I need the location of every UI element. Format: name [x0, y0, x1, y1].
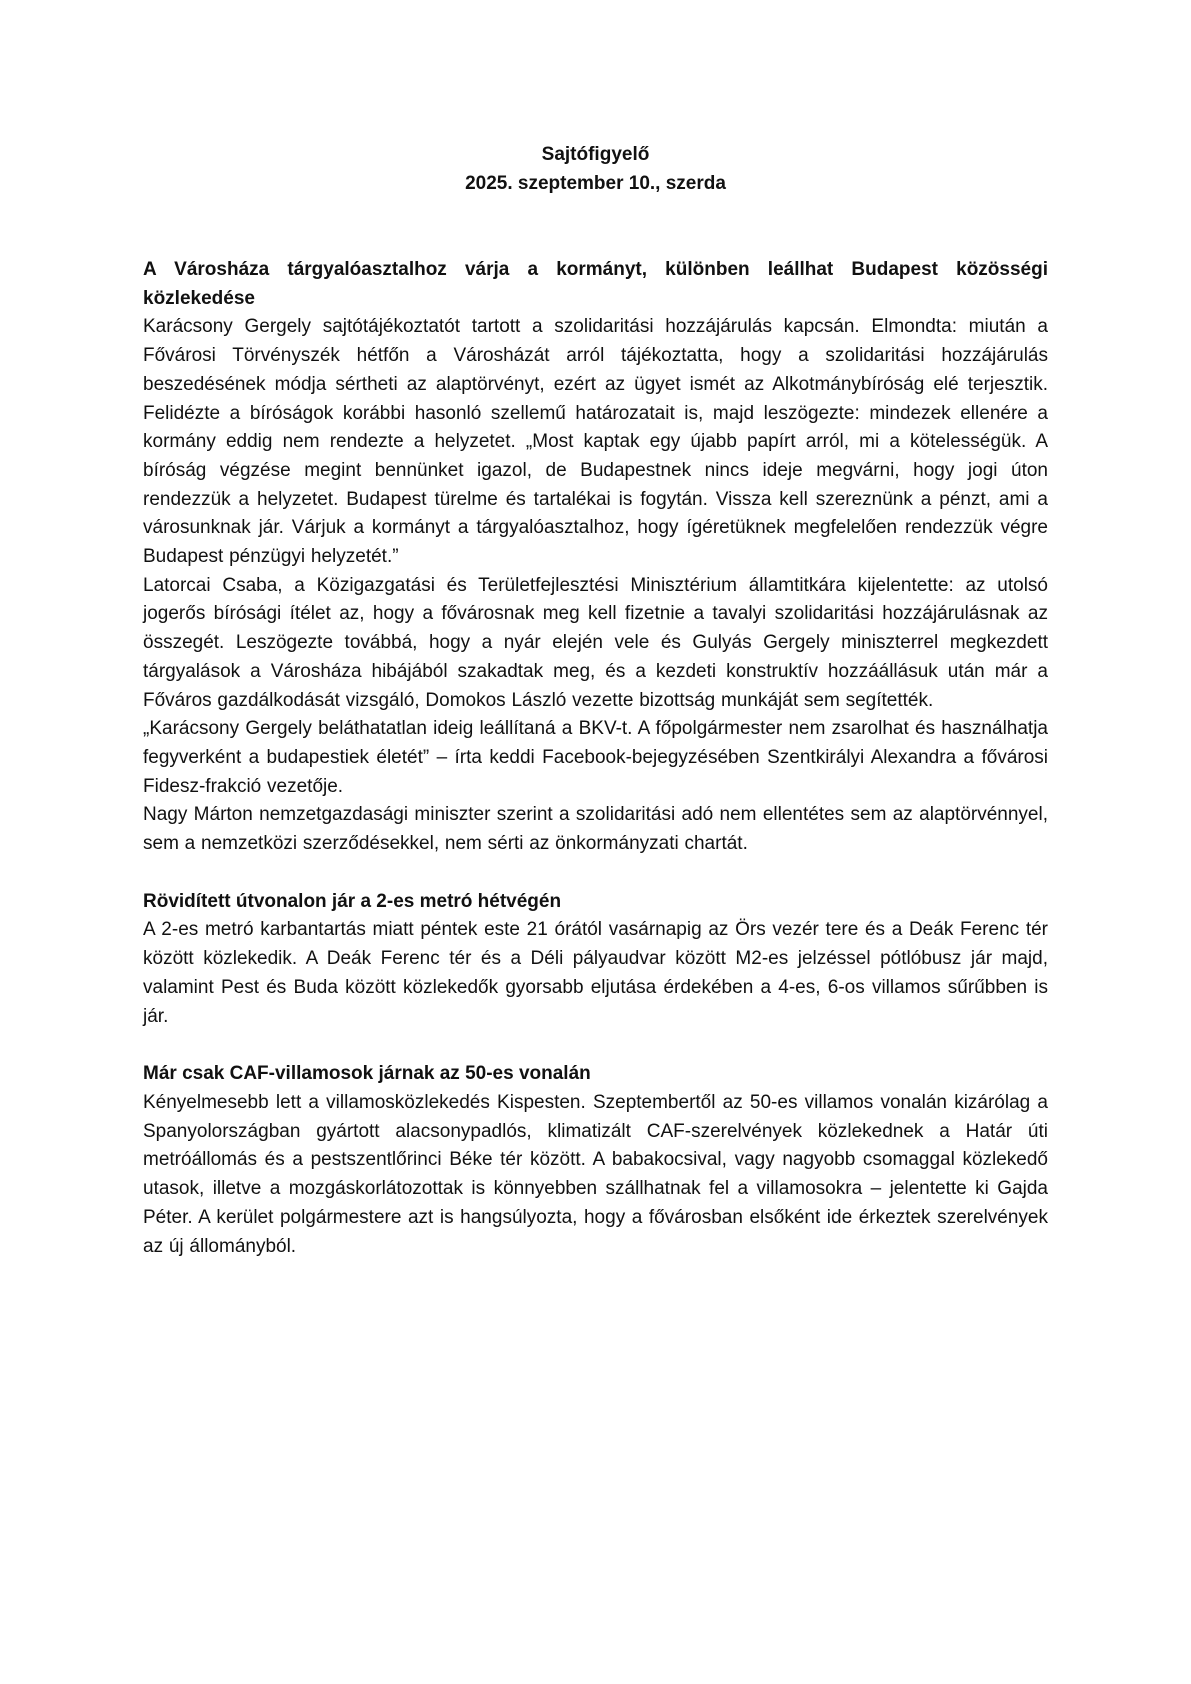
article-paragraph: „Karácsony Gergely beláthatatlan ideig leállítaná a BKV-t. A főpolgármester nem zsarolhat és használhatja fegyverként a budapestiek életét” – írta keddi Facebook-bejegyzésében Szentkirályi Alexandra a fővárosi Fidesz-frakció vezetője.	[143, 718, 1048, 797]
article-title: Már csak CAF-villamosok járnak az 50-es vonalán	[143, 1063, 591, 1085]
article-paragraph: Karácsony Gergely sajtótájékoztatót tartott a szolidaritási hozzájárulás kapcsán. Elmondta: miután a Fővárosi Törvényszék hétfőn a Városházát arról tájékoztatta, hogy a szolidaritási hozzájárulás beszedésének módja sértheti az alaptörvényt, ezért az ügyet ismét az Alkotmánybíróság elé terjesztik. Felidézte a bíróságok korábbi hasonló szellemű határozatait is, majd leszögezte: mindezek ellenére a kormány eddig nem rendezte a helyzetet. „Most kaptak egy újabb papírt arról, mi a kötelességük. A bíróság végzése megint bennünket igazol, de Budapestnek nincs ideje megvárni, hogy jogi úton rendezzük a helyzetet. Budapest türelme és tartalékai is fogytán. Vissza kell szereznünk a pénzt, ami a városunknak jár. Várjuk a kormányt a tárgyalóasztalhoz, hogy ígéretüknek megfelelően rendezzük végre Budapest pénzügyi helyzetét.”	[143, 316, 1048, 568]
article-paragraph: A 2-es metró karbantartás miatt péntek este 21 órától vasárnapig az Örs vezér tere és a Deák Ferenc tér között közlekedik. A Deák Ferenc tér és a Déli pályaudvar között M2-es jelzéssel pótlóbusz jár majd, valamint Pest és Buda között közlekedők gyorsabb eljutása érdekében a 4-es, 6-os villamos sűrűbben is jár.	[143, 919, 1048, 1027]
article-title: Rövidített útvonalon jár a 2-es metró hétvégén	[143, 890, 562, 912]
article-title: A Városháza tárgyalóasztalhoz várja a kormányt, különben leállhat Budapest közösségi közlekedése	[143, 259, 1048, 309]
document-header	[143, 140, 1048, 198]
article-paragraph: Nagy Márton nemzetgazdasági miniszter szerint a szolidaritási adó nem ellentétes sem az alaptörvénnyel, sem a nemzetközi szerződésekkel, nem sérti az önkormányzati chartát.	[143, 804, 1048, 855]
article-budapest-funding	[143, 256, 1048, 859]
article-paragraph: Latorcai Csaba, a Közigazgatási és Területfejlesztési Minisztérium államtitkára kijelentette: az utolsó jogerős bírósági ítélet az, hogy a fővárosnak meg kell fizetnie a tavalyi szolidaritási hozzájárulásnak az összegét. Leszögezte továbbá, hogy a nyár elején vele és Gulyás Gergely miniszterrel megkezdett tárgyalások a Városháza hibájából szakadtak meg, és a kezdeti konstruktív hozzáállásuk után már a Főváros gazdálkodását vizsgáló, Domokos László vezette bizottság munkáját sem segítették.	[143, 574, 1048, 711]
article-list	[143, 256, 1048, 1290]
document-title: Sajtófigyelő	[541, 144, 650, 165]
document-date: 2025. szeptember 10., szerda	[465, 173, 726, 194]
article-paragraph: Kényelmesebb lett a villamosközlekedés Kispesten. Szeptembertől az 50-es villamos vonalán kizárólag a Spanyolországban gyártott alacsonypadlós, klimatizált CAF-szerelvények közlekednek a Határ úti metróállomás és a pestszentlőrinci Béke tér között. A babakocsival, vagy nagyobb csomaggal közlekedő utasok, illetve a mozgáskorlátozottak is könnyebben szállhatnak fel a villamosokra – jelentette ki Gajda Péter. A kerület polgármestere azt is hangsúlyozta, hogy a fővárosban elsőként ide érkeztek szerelvények az új állományból.	[143, 1091, 1048, 1257]
article-caf-tram-50	[143, 1060, 1048, 1261]
article-metro-2	[143, 888, 1048, 1032]
